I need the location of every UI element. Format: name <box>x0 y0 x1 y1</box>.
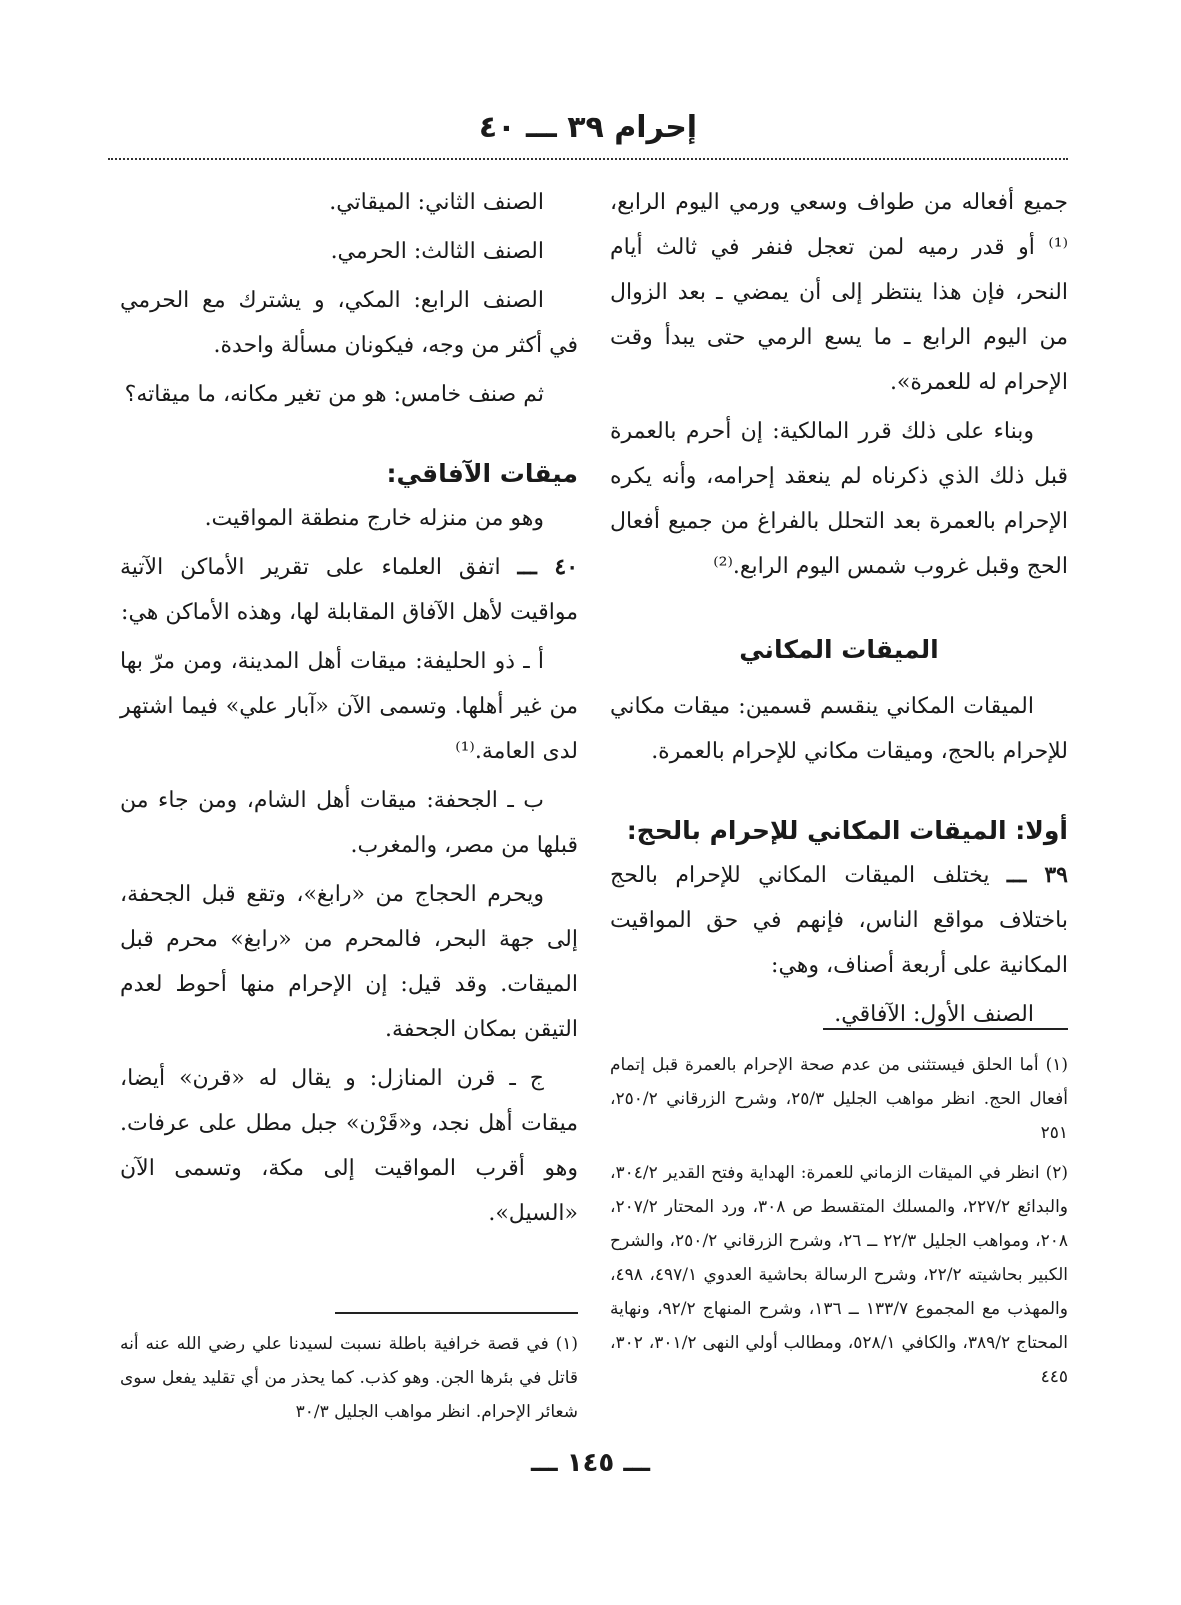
paragraph: الصنف الثالث: الحرمي. <box>330 239 544 264</box>
paragraph: الصنف الرابع: المكي، و يشترك مع الحرمي في أكثر من وجه، فيكونان مسألة واحدة. <box>120 288 578 358</box>
right-column <box>610 180 1068 1041</box>
running-header: إحرام ٣٩ ـــ ٤٠ <box>478 110 698 145</box>
footnote: (١) أما الحلق فيستثنى من عدم صحة الإحرام بالعمرة قبل إتمام أفعال الحج. انظر مواهب الجليل ٢٥/٣، وشرح الزرقاني ٢٥٠/٢، ٢٥١ <box>610 1055 1068 1143</box>
footnote-rule <box>823 1028 1068 1030</box>
paragraph: وبناء على ذلك قرر المالكية: إن أحرم بالعمرة قبل ذلك الذي ذكرناه لم ينعقد إحرامه، وأنه يكره الإحرام بالعمرة بعد التحلل بالفراغ من جميع أفعال الحج وقبل غروب شمس اليوم الرابع.⁽²⁾ <box>610 419 1068 579</box>
paragraph-text: اتفق العلماء على تقرير الأماكن الآتية مواقيت لأهل الآفاق المقابلة لها، وهذه الأماكن هي: <box>120 555 578 625</box>
paragraph: ويحرم الحجاج من «رابغ»، وتقع قبل الجحفة، إلى جهة البحر، فالمحرم من «رابغ» محرم قبل الميقات. وقد قيل: إن الإحرام منها أحوط لعدم التيقن بمكان الجحفة. <box>120 882 578 1042</box>
paragraph-number: ٤٠ ـــ <box>517 554 579 580</box>
paragraph: وهو من منزله خارج منطقة المواقيت. <box>204 506 544 531</box>
footnote-rule <box>335 1312 578 1314</box>
paragraph: الميقات المكاني ينقسم قسمين: ميقات مكاني للإحرام بالحج، وميقات مكاني للإحرام بالعمرة. <box>610 694 1068 764</box>
paragraph: ثم صنف خامس: هو من تغير مكانه، ما ميقاته؟ <box>124 382 544 407</box>
section-heading: ميقات الآفاقي: <box>386 459 578 488</box>
header-dotted-rule <box>108 158 1068 160</box>
paragraph-text: يختلف الميقات المكاني للإحرام بالحج باختلاف مواقع الناس، فإنهم في حق المواقيت المكانية على أربعة أصناف، وهي: <box>610 863 1068 978</box>
footnotes-right <box>610 1048 1068 1400</box>
footnotes-left <box>120 1327 578 1435</box>
paragraph: ج ـ قرن المنازل: و يقال له «قرن» أيضا، ميقات أهل نجد، و«قَرْن» جبل مطل على عرفات. وهو أقرب المواقيت إلى مكة، وتسمى الآن «السيل». <box>120 1066 578 1226</box>
paragraph: أ ـ ذو الحليفة: ميقات أهل المدينة، ومن مرّ بها من غير أهلها. وتسمى الآن «آبار علي» فيما اشتهر لدى العامة.⁽¹⁾ <box>120 649 578 764</box>
numbered-paragraph <box>120 545 578 635</box>
page-number: ـــ ١٤٥ ـــ <box>530 1448 651 1478</box>
paragraph: الصنف الأول: الآفاقي. <box>834 1002 1034 1027</box>
section-heading: الميقات المكاني <box>739 635 939 664</box>
numbered-paragraph <box>610 853 1068 988</box>
paragraph: جميع أفعاله من طواف وسعي ورمي اليوم الرابع،⁽¹⁾ أو قدر رميه لمن تعجل فنفر في ثالث أيام النحر، فإن هذا ينتظر إلى أن يمضي ـ بعد الزوال من اليوم الرابع ـ ما يسع الرمي حتى يبدأ وقت الإحرام له للعمرة». <box>610 190 1069 395</box>
paragraph-number: ٣٩ ـــ <box>1006 862 1068 888</box>
footnote: (٢) انظر في الميقات الزماني للعمرة: الهداية وفتح القدير ٣٠٤/٢، والبدائع ٢٢٧/٢، والمسلك المتقسط ص ٣٠٨، ورد المحتار ٢٠٧/٢، ٢٠٨، ومواهب الجليل ٢٢/٣ ــ ٢٦، وشرح الزرقاني ٢٥٠/٢، والشرح الكبير بحاشيته ٢٢/٢، وشرح الرسالة بحاشية العدوي ٤٩٧/١، ٤٩٨، والمهذب مع المجموع ١٣٣/٧ ــ ١٣٦، وشرح المنهاج ٩٢/٢، ونهاية المحتاج ٣٨٩/٢، والكافي ٥٢٨/١، ومطالب أولي النهى ٣٠١/٢، ٣٠٢، ٤٤٥ <box>610 1163 1069 1387</box>
subsection-heading: أولا: الميقات المكاني للإحرام بالحج: <box>626 816 1068 845</box>
paragraph: ب ـ الجحفة: ميقات أهل الشام، ومن جاء من قبلها من مصر، والمغرب. <box>120 788 578 858</box>
left-column <box>120 180 578 1240</box>
footnote: (١) في قصة خرافية باطلة نسبت لسيدنا علي رضي الله عنه أنه قاتل في بئرها الجن. وهو كذب. كما يحذر من أي تقليد يفعل سوى شعائر الإحرام. انظر مواهب الجليل ٣٠/٣ <box>120 1334 578 1422</box>
paragraph: الصنف الثاني: الميقاتي. <box>329 190 544 215</box>
